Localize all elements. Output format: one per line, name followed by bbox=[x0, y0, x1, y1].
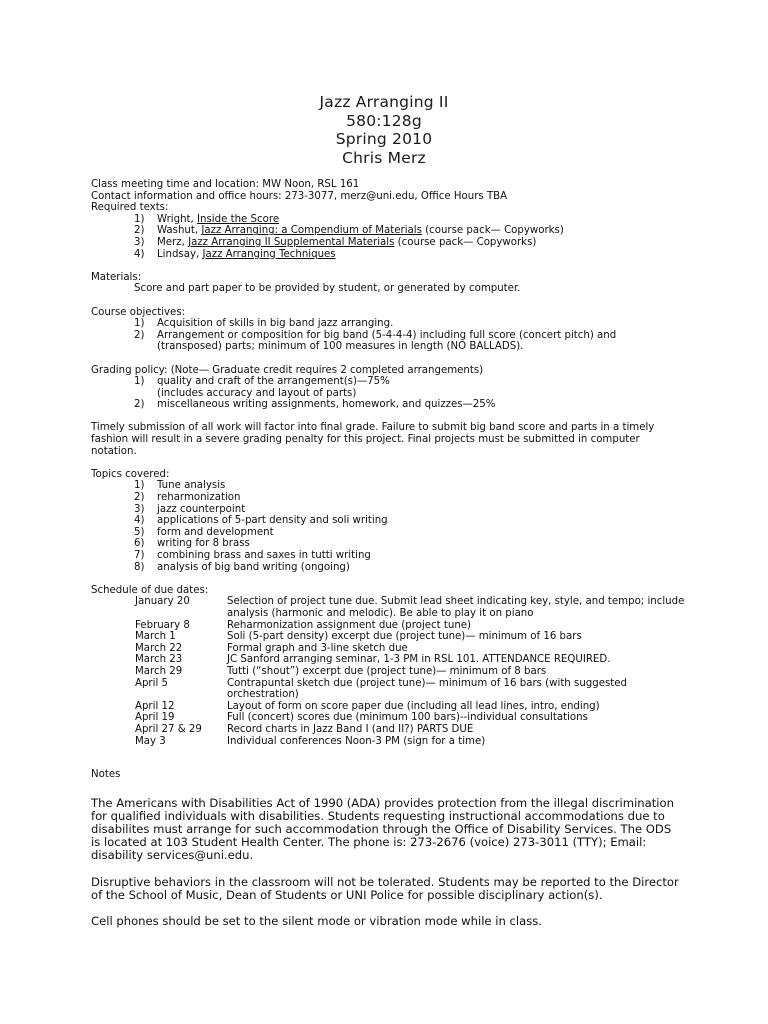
materials-heading: Materials: bbox=[91, 271, 142, 283]
disruptive-behavior-statement: Disruptive behaviors in the classroom will not be tolerated. Students may be reported to the Director of the School of Music, Dean of Students or UNI Police for possible disciplinary action(s). bbox=[91, 874, 679, 902]
objectives-heading: Course objectives: bbox=[91, 306, 186, 318]
objective-item-continued: (transposed) parts; minimum of 100 measures in length (NO BALLADS). bbox=[157, 341, 524, 353]
schedule-date: April 27 & 29 bbox=[135, 723, 202, 735]
book-title: Jazz Arranging II Supplemental Materials bbox=[188, 236, 395, 248]
schedule-row bbox=[91, 701, 691, 713]
schedule-heading: Schedule of due dates: bbox=[91, 584, 209, 596]
schedule-task: Reharmonization assignment due (project tune) bbox=[227, 619, 472, 631]
required-text-item: 4) Lindsay, Jazz Arranging Techniques bbox=[134, 248, 336, 260]
objective-item: 2) Arrangement or composition for big band (5-4-4-4) including full score (concert pitch) and bbox=[134, 329, 617, 341]
schedule-date: April 12 bbox=[135, 700, 175, 712]
grading-item-note: (includes accuracy and layout of parts) bbox=[157, 387, 357, 399]
schedule-row bbox=[91, 736, 691, 748]
objective-item: 1) Acquisition of skills in big band jazz arranging. bbox=[134, 318, 394, 330]
schedule-task: Selection of project tune due. Submit lead sheet indicating key, style, and tempo; include analysis (harmonic and melodic). Be able to play it on piano bbox=[227, 596, 685, 619]
schedule-row bbox=[91, 620, 691, 632]
schedule-date: February 8 bbox=[135, 619, 190, 631]
topic-item: 7) combining brass and saxes in tutti writing bbox=[134, 550, 371, 561]
semester: Spring 2010 bbox=[335, 130, 433, 148]
topic-item: 4) applications of 5-part density and soli writing bbox=[134, 515, 388, 527]
schedule-row bbox=[91, 666, 691, 678]
ada-statement: The Americans with Disabilities Act of 1990 (ADA) provides protection from the illegal discrimination for qualified individuals with disabilities. Students requesting instructional accommodations due to disabilites must arrange for such accommodation through the Office of Disability Services. The ODS is located at 103 Student Health Center. The phone is: 273-2676 (voice) 273-3011 (TTY); Email: disability services@uni.edu. bbox=[91, 795, 674, 863]
instructor-name: Chris Merz bbox=[342, 148, 426, 167]
schedule-date: January 20 bbox=[135, 596, 190, 608]
meeting-info: Class meeting time and location: MW Noon, RSL 161 bbox=[91, 179, 360, 190]
required-text-item: 3) Merz, Jazz Arranging II Supplemental Materials (course pack— Copyworks) bbox=[134, 236, 537, 248]
schedule-task: Record charts in Jazz Band I (and II?) PARTS DUE bbox=[227, 723, 474, 735]
schedule-task: Contrapuntal sketch due (project tune)— minimum of 16 bars (with suggested orchestration) bbox=[227, 677, 628, 701]
schedule-row bbox=[91, 631, 691, 643]
cell-phone-policy: Cell phones should be set to the silent mode or vibration mode while in class. bbox=[91, 914, 542, 929]
schedule-task: JC Sanford arranging seminar, 1-3 PM in RSL 101. ATTENDANCE REQUIRED. bbox=[227, 654, 611, 666]
schedule-date: March 22 bbox=[135, 642, 183, 654]
course-name: Jazz Arranging II bbox=[319, 93, 449, 111]
schedule-task: Layout of form on score paper due (including all lead lines, intro, ending) bbox=[227, 700, 600, 712]
schedule-row bbox=[91, 724, 691, 736]
schedule-row bbox=[91, 643, 691, 655]
topic-item: 6) writing for 8 brass bbox=[134, 538, 250, 550]
grading-item: 2) miscellaneous writing assignments, homework, and quizzes—25% bbox=[134, 399, 496, 411]
schedule-task: Full (concert) scores due (minimum 100 bars)--individual consultations bbox=[227, 712, 588, 724]
grading-item: 1) quality and craft of the arrangement(s)—75% bbox=[134, 376, 390, 388]
course-number: 580:128g bbox=[346, 111, 422, 130]
schedule-task: Formal graph and 3-line sketch due bbox=[227, 642, 408, 654]
topic-item: 5) form and development bbox=[134, 526, 274, 538]
timely-submission-text: fashion will result in a severe grading penalty for this project. Final projects must be submitted in computer bbox=[91, 434, 640, 446]
book-title: Jazz Arranging Techniques bbox=[202, 248, 336, 260]
topic-item: 8) analysis of big band writing (ongoing) bbox=[134, 561, 350, 573]
schedule-date: May 3 bbox=[135, 735, 166, 747]
required-text-item: 2) Washut, Jazz Arranging: a Compendium of Materials (course pack— Copyworks) bbox=[134, 225, 564, 237]
schedule-row bbox=[91, 654, 691, 666]
book-title: Inside the Score bbox=[197, 213, 280, 225]
topics-heading: Topics covered: bbox=[91, 468, 170, 480]
schedule-date: March 29 bbox=[135, 665, 183, 677]
contact-info: Contact information and office hours: 273-3077, merz@uni.edu, Office Hours TBA bbox=[91, 190, 508, 202]
book-title: Jazz Arranging: a Compendium of Materials bbox=[201, 225, 422, 237]
timely-submission-text: notation. bbox=[91, 445, 137, 457]
schedule-date: March 23 bbox=[135, 654, 183, 666]
schedule-task: Tutti (“shout”) excerpt due (project tune)— minimum of 8 bars bbox=[227, 665, 547, 677]
required-text-item: 1) Wright, Inside the Score bbox=[134, 213, 280, 225]
schedule-date: April 19 bbox=[135, 712, 175, 724]
topic-item: 2) reharmonization bbox=[134, 492, 241, 504]
grading-heading: Grading policy: (Note— Graduate credit requires 2 completed arrangements) bbox=[91, 364, 484, 376]
schedule-task: Soli (5-part density) excerpt due (project tune)— minimum of 16 bars bbox=[227, 631, 582, 643]
document-title bbox=[0, 93, 768, 167]
schedule-task: Individual conferences Noon-3 PM (sign for a time) bbox=[227, 735, 486, 747]
schedule-row bbox=[91, 712, 691, 724]
required-texts-heading: Required texts: bbox=[91, 202, 169, 214]
topic-item: 3) jazz counterpoint bbox=[134, 503, 246, 515]
notes-heading: Notes bbox=[91, 769, 121, 780]
schedule-date: April 5 bbox=[135, 677, 169, 689]
syllabus-body bbox=[91, 179, 691, 747]
schedule-row bbox=[91, 678, 691, 701]
timely-submission-text: Timely submission of all work will factor into final grade. Failure to submit big band score and parts in a timely bbox=[91, 422, 655, 434]
materials-text: Score and part paper to be provided by student, or generated by computer. bbox=[134, 283, 521, 295]
schedule-row bbox=[91, 596, 691, 619]
notes-section bbox=[91, 769, 681, 928]
topic-item: 1) Tune analysis bbox=[134, 480, 226, 492]
schedule-date: March 1 bbox=[135, 631, 176, 643]
